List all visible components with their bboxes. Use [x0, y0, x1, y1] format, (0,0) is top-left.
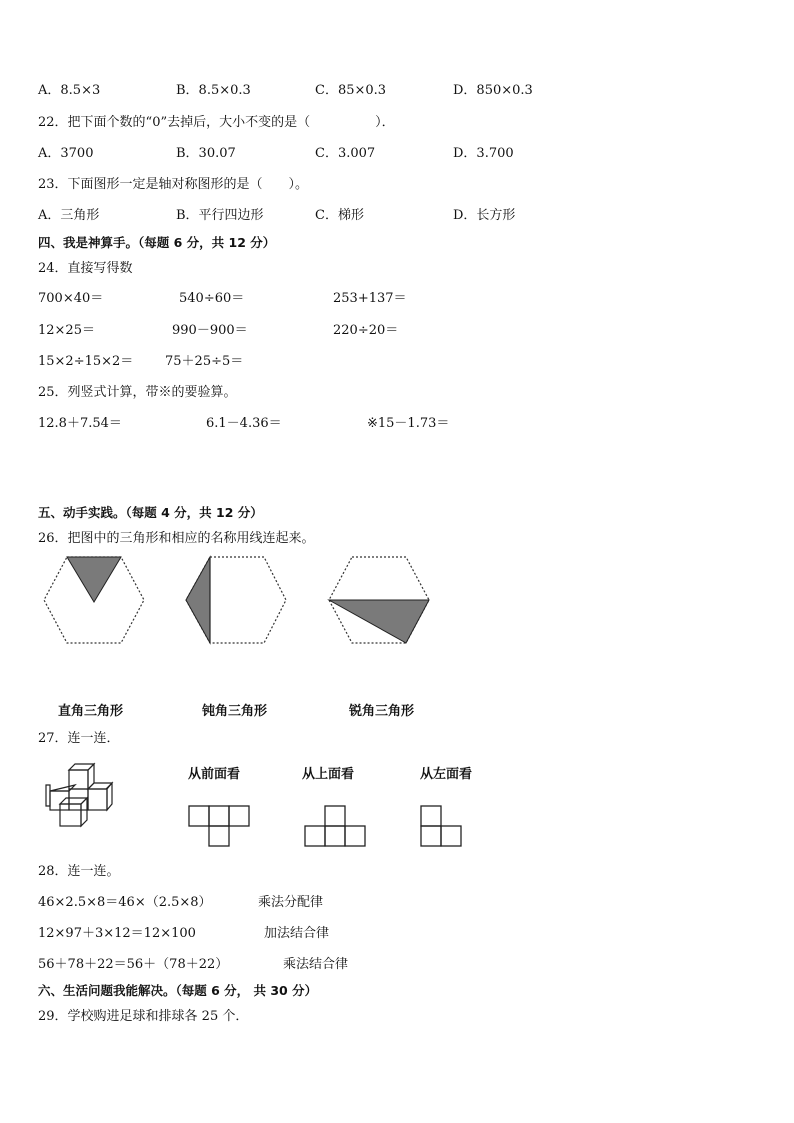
- q27-text: 27．连一连．: [38, 731, 120, 746]
- hexagon-figure-1: [40, 555, 148, 647]
- hexagon-figure-2: [182, 555, 290, 647]
- q21-option-a: A．8.5×3: [38, 83, 101, 98]
- q22-text: 22．把下面个数的“0”去掉后，大小不变的是（ ）．: [38, 115, 395, 130]
- section5-title: 五、动手实践。（每题 4 分，共 12 分）: [38, 505, 263, 520]
- q24-item-8: 75＋25÷5＝: [165, 354, 244, 369]
- section4-title: 四、我是神算手。（每题 6 分，共 12 分）: [38, 235, 276, 250]
- q24-item-3: 253+137＝: [333, 291, 407, 306]
- q21-option-d: D．850×0.3: [453, 83, 533, 98]
- q24-item-1: 700×40＝: [38, 291, 104, 306]
- q24-item-7: 15×2÷15×2＝: [38, 354, 134, 369]
- q21-option-b: B．8.5×0.3: [176, 83, 251, 98]
- q25-text: 25．列竖式计算，带※的要验算。: [38, 385, 237, 400]
- label-acute-triangle: 锐角三角形: [349, 704, 415, 719]
- q23-option-d: D．长方形: [453, 208, 516, 223]
- front-view-shape: [188, 804, 250, 848]
- view-top-label: 从上面看: [302, 767, 355, 782]
- q25-item-2: 6.1－4.36＝: [206, 416, 282, 431]
- q24-item-6: 220÷20＝: [333, 323, 399, 338]
- q24-item-5: 990－900＝: [172, 323, 248, 338]
- q24-text: 24．直接写得数: [38, 261, 133, 276]
- q24-item-2: 540÷60＝: [179, 291, 245, 306]
- left-view-shape: [420, 804, 462, 848]
- view-front-label: 从前面看: [188, 767, 241, 782]
- top-view-shape: [304, 804, 366, 848]
- q22-option-a: A．3700: [38, 146, 94, 161]
- q25-item-1: 12.8＋7.54＝: [38, 416, 122, 431]
- q28-right-2: 加法结合律: [264, 926, 330, 941]
- q25-item-3: ※15－1.73＝: [367, 416, 450, 431]
- obtuse-triangle-shape: [186, 557, 210, 643]
- q24-item-4: 12×25＝: [38, 323, 95, 338]
- q26-text: 26．把图中的三角形和相应的名称用线连起来。: [38, 531, 315, 546]
- label-right-triangle: 直角三角形: [58, 704, 124, 719]
- q23-option-c: C．梯形: [315, 208, 364, 223]
- q21-option-c: C．85×0.3: [315, 83, 387, 98]
- q22-option-b: B．30.07: [176, 146, 236, 161]
- q28-right-1: 乘法分配律: [258, 895, 324, 910]
- q23-option-a: A．三角形: [38, 208, 100, 223]
- q28-left-2: 12×97＋3×12＝12×100: [38, 926, 196, 941]
- hexagon-figure-3: [325, 555, 433, 647]
- q28-left-3: 56＋78＋22＝56＋（78＋22）: [38, 957, 229, 972]
- q23-option-b: B．平行四边形: [176, 208, 264, 223]
- q28-right-3: 乘法结合律: [283, 957, 349, 972]
- q28-left-1: 46×2.5×8＝46×（2.5×8）: [38, 895, 212, 910]
- q22-option-d: D．3.700: [453, 146, 514, 161]
- q28-text: 28．连一连。: [38, 864, 120, 879]
- section6-title: 六、生活问题我能解决。（每题 6 分， 共 30 分）: [38, 983, 318, 998]
- acute-triangle-shape: [67, 557, 121, 602]
- q29-text: 29．学校购进足球和排球各 25 个．: [38, 1009, 249, 1024]
- q23-text: 23．下面图形一定是轴对称图形的是（ ）。: [38, 177, 309, 192]
- right-triangle-shape: [329, 600, 429, 643]
- label-obtuse-triangle: 钝角三角形: [202, 704, 268, 719]
- cube-stack-figure: [42, 762, 134, 830]
- view-left-label: 从左面看: [420, 767, 473, 782]
- q22-option-c: C．3.007: [315, 146, 376, 161]
